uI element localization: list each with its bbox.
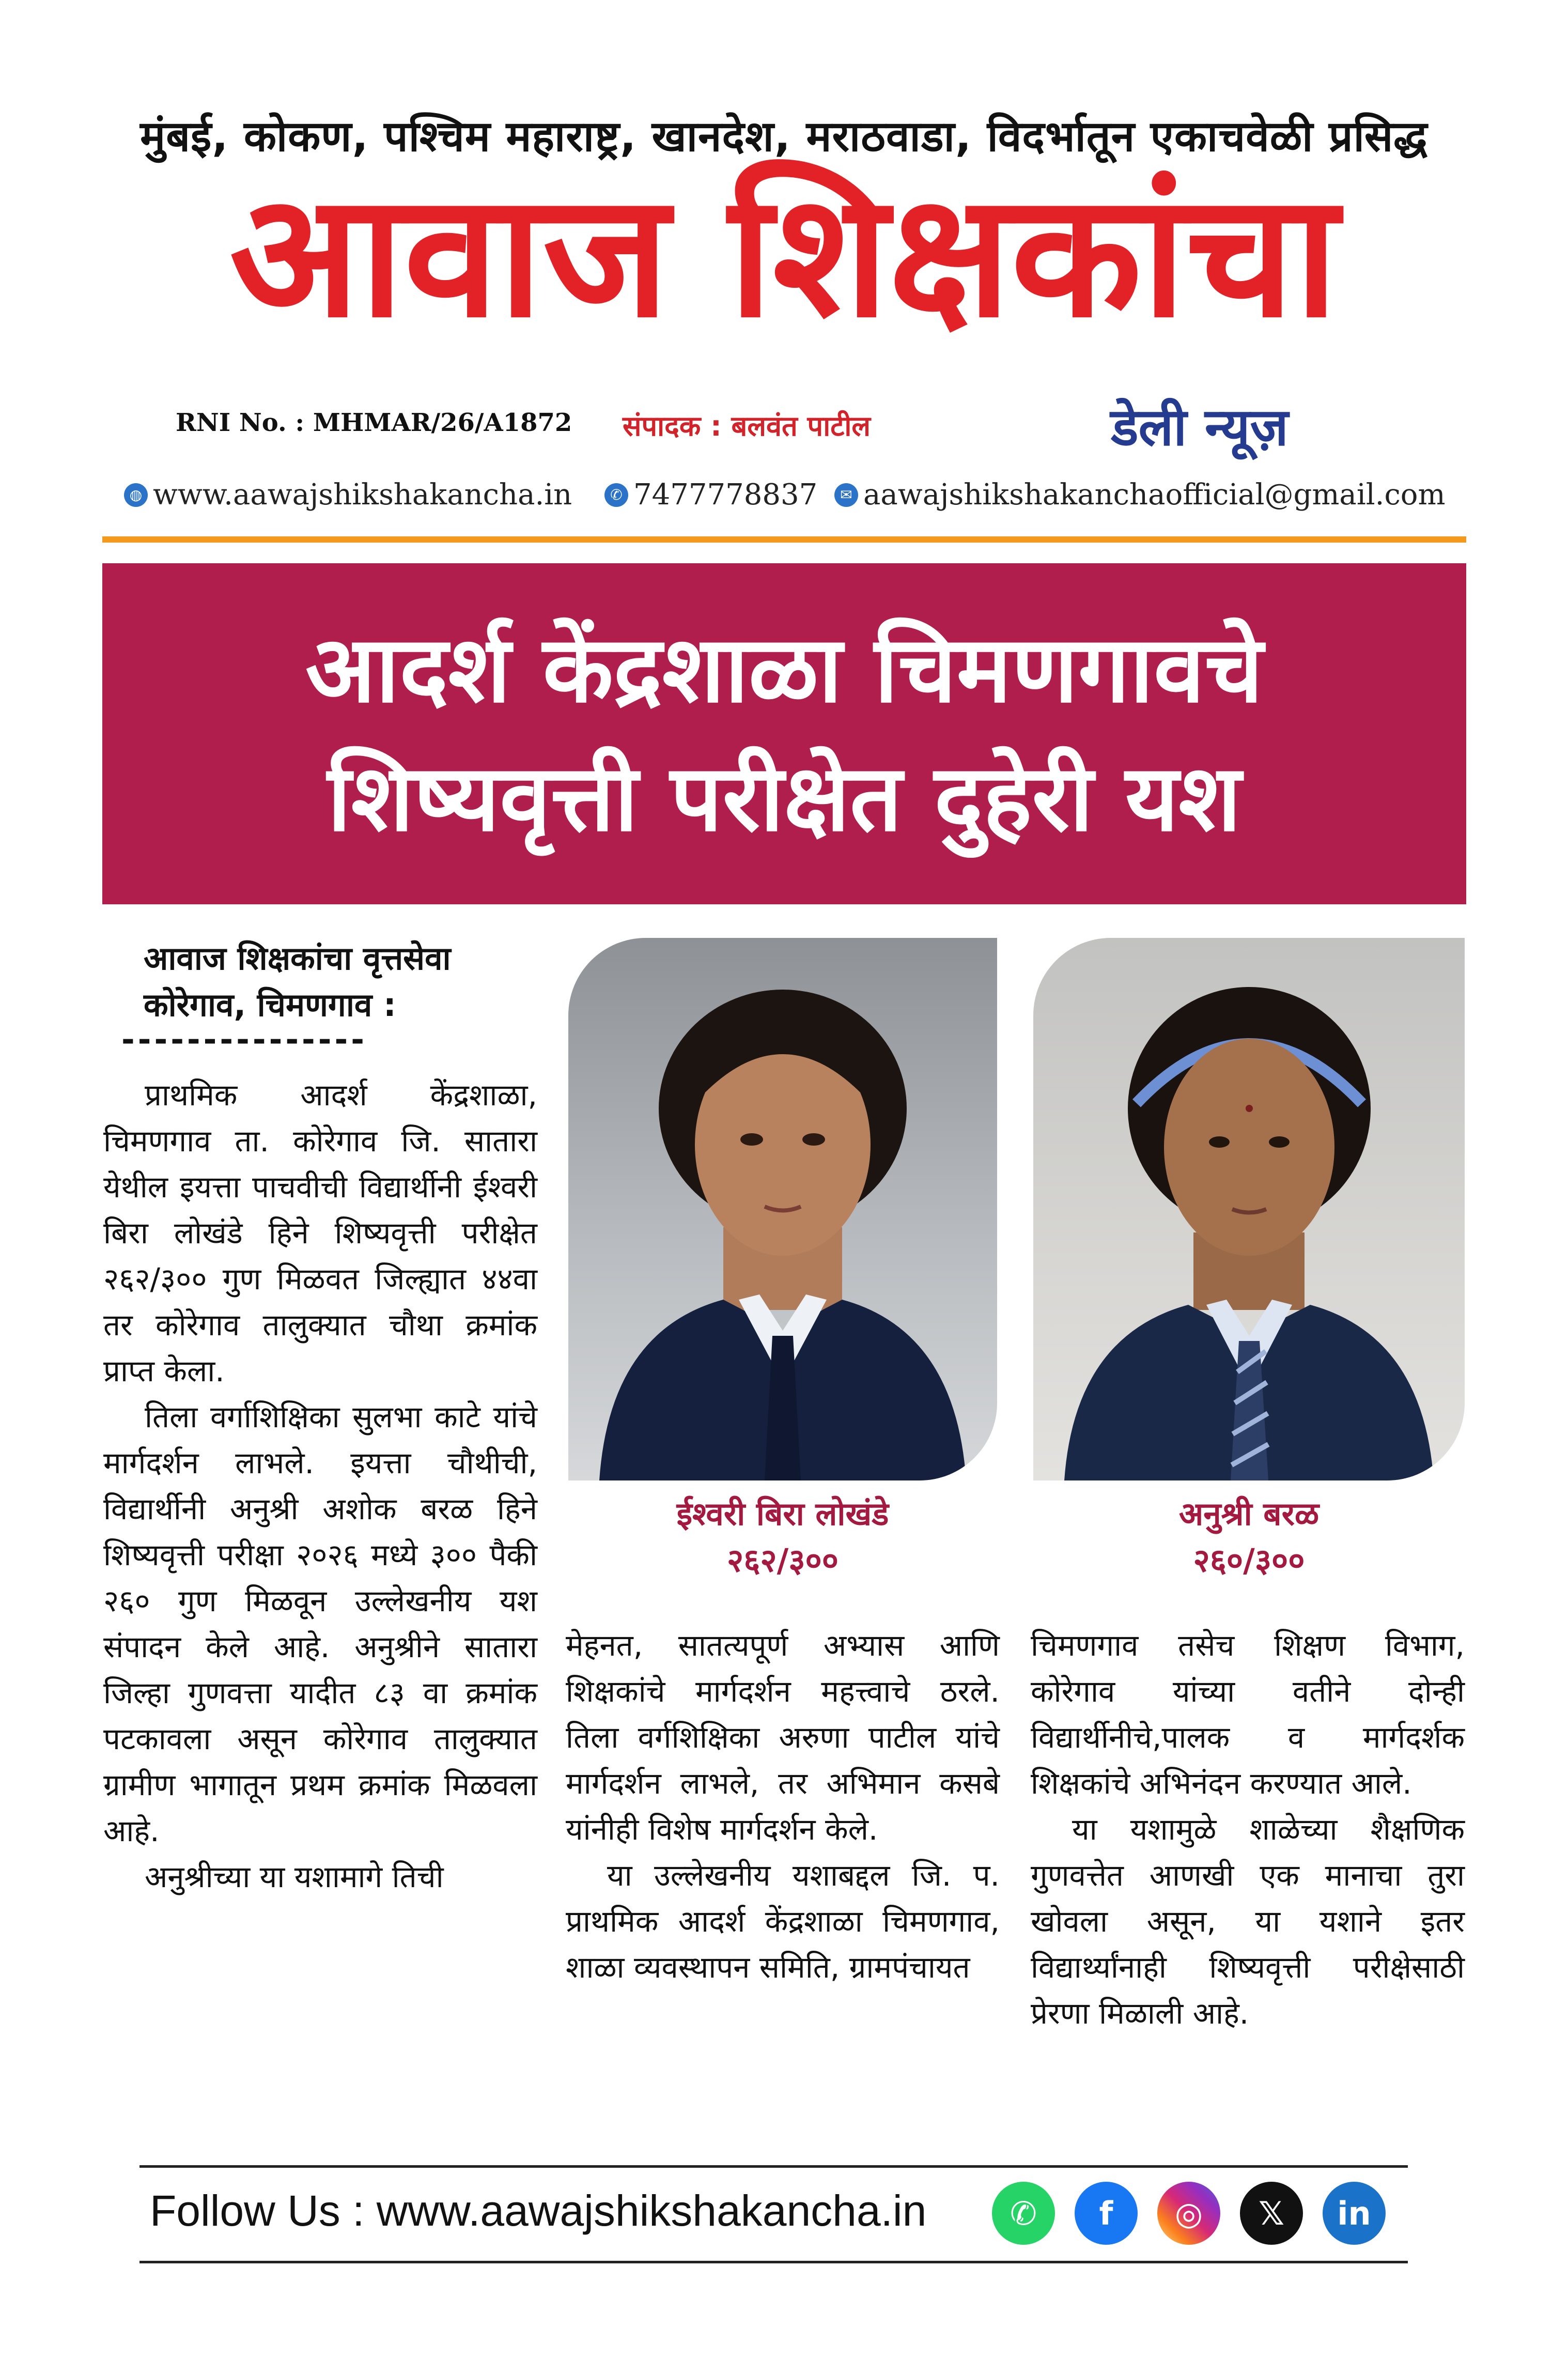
news-source: आवाज शिक्षकांचा वृत्तसेवा <box>144 939 451 977</box>
contact-website[interactable] <box>124 478 572 512</box>
paragraph: मेहनत, सातत्यपूर्ण अभ्यास आणि शिक्षकांचे मार्गदर्शन महत्त्वाचे ठरले. तिला वर्गशिक्षिका अरुणा पाटील यांचे मार्गदर्शन लाभले, तर अभिमान कसबे यांनीही विशेष मार्गदर्शन केले. <box>566 1628 1000 1847</box>
paragraph: अनुश्रीच्या या यशामागे तिची <box>145 1859 444 1894</box>
paragraph: चिमणगाव तसेच शिक्षण विभाग, कोरेगाव यांच्या वतीने दोन्ही विद्यार्थीनीचे,पालक व मार्गदर्शक शिक्षकांचे अभिनंदन करण्यात आले. <box>1031 1628 1465 1801</box>
whatsapp-icon[interactable]: ✆ <box>992 2182 1055 2245</box>
article-column-3 <box>1031 1623 1465 2037</box>
paragraph: या उल्लेखनीय यशाबद्दल जि. प. प्राथमिक आदर्श केंद्रशाळा चिमणगाव, शाळा व्यवस्थापन समिति, ग्रामपंचायत <box>566 1858 1000 1985</box>
article-column-2 <box>566 1623 1000 1991</box>
rni-number: RNI No. : MHMAR/26/A1872 <box>176 408 572 437</box>
linkedin-icon[interactable]: in <box>1323 2182 1386 2245</box>
footer-top-rule <box>139 2165 1408 2168</box>
headline-line-1: आदर्श केंद्रशाळा चिमणगावचे <box>305 615 1263 723</box>
globe-icon: ◍ <box>124 483 148 507</box>
student-photo-anushri <box>1033 938 1465 1480</box>
headline-line-2: शिष्यवृत्ती परीक्षेत दुहेरी यश <box>327 745 1241 852</box>
mail-icon: ✉ <box>834 483 858 507</box>
student-caption-2 <box>1033 1491 1465 1584</box>
student-caption-1 <box>568 1491 997 1584</box>
contact-phone[interactable] <box>604 478 817 512</box>
dateline-separator: --------------- <box>121 1021 367 1058</box>
article-column-1 <box>103 1072 537 1900</box>
masthead-tagline: मुंबई, कोकण, पश्चिम महाराष्ट्र, खानदेश, मराठवाडा, विदर्भातून एकाचवेळी प्रसिद्ध <box>140 112 1428 161</box>
student-photo-ishwari <box>568 938 997 1480</box>
footer-bottom-rule <box>139 2261 1408 2263</box>
student-portrait-icon <box>568 938 997 1480</box>
facebook-icon[interactable]: f <box>1075 2182 1138 2245</box>
masthead-title: आवाज शिक्षकांचा <box>229 157 1339 355</box>
phone-text: 7477778837 <box>633 478 818 512</box>
article-dateline <box>144 935 451 1028</box>
masthead-divider <box>102 536 1466 543</box>
contact-email[interactable] <box>834 478 1446 512</box>
follow-us-text[interactable]: Follow Us : www.aawajshikshakancha.in <box>150 2186 927 2235</box>
website-text: www.aawajshikshakancha.in <box>153 478 572 512</box>
editor-name: संपादक : बलवंत पाटील <box>623 410 871 442</box>
paragraph: प्राथमिक आदर्श केंद्रशाळा, चिमणगाव ता. कोरेगाव जि. सातारा येथील इयत्ता पाचवीची विद्यार्थीनी ईश्वरी बिरा लोखंडे हिने शिष्यवृत्ती परीक्षेत २६२/३०० गुण मिळवत जिल्ह्यात ४४वा तर कोरेगाव तालुक्यात चौथा क्रमांक प्राप्त केला. <box>103 1077 537 1389</box>
instagram-icon[interactable]: ◎ <box>1157 2182 1220 2245</box>
student-score: २६२/३०० <box>726 1541 839 1579</box>
paragraph: या यशामुळे शाळेच्या शैक्षणिक गुणवत्तेत आणखी एक मानाचा तुरा खोवला असून, या यशाने इतर विद्यार्थ्यांनाही शिष्यवृत्ती परीक्षेसाठी प्रेरणा मिळाली आहे. <box>1031 1812 1465 2031</box>
student-name: अनुश्री बरळ <box>1178 1495 1319 1533</box>
student-name: ईश्वरी बिरा लोखंडे <box>676 1495 889 1533</box>
phone-icon: ✆ <box>604 483 628 507</box>
email-text: aawajshikshakanchaofficial@gmail.com <box>863 478 1446 512</box>
headline-banner <box>102 563 1466 904</box>
edition-label: डेली न्यूज़ <box>1111 397 1288 457</box>
student-portrait-icon <box>1033 938 1465 1480</box>
x-icon[interactable]: 𝕏 <box>1240 2182 1303 2245</box>
paragraph: तिला वर्गाशिक्षिका सुलभा काटे यांचे मार्गदर्शन लाभले. इयत्ता चौथीची, विद्यार्थीनी अनुश्री अशोक बरळ हिने शिष्यवृत्ती परीक्षा २०२६ मध्ये ३०० पैकी २६० गुण मिळवून उल्लेखनीय यश संपादन केले आहे. अनुश्रीने सातारा जिल्हा गुणवत्ता यादीत ८३ वा क्रमांक पटकावला असून कोरेगाव तालुक्यात ग्रामीण भागातून प्रथम क्रमांक मिळवला आहे. <box>103 1399 537 1848</box>
news-place: कोरेगाव, चिमणगाव : <box>144 985 396 1024</box>
student-score: २६०/३०० <box>1193 1541 1305 1579</box>
